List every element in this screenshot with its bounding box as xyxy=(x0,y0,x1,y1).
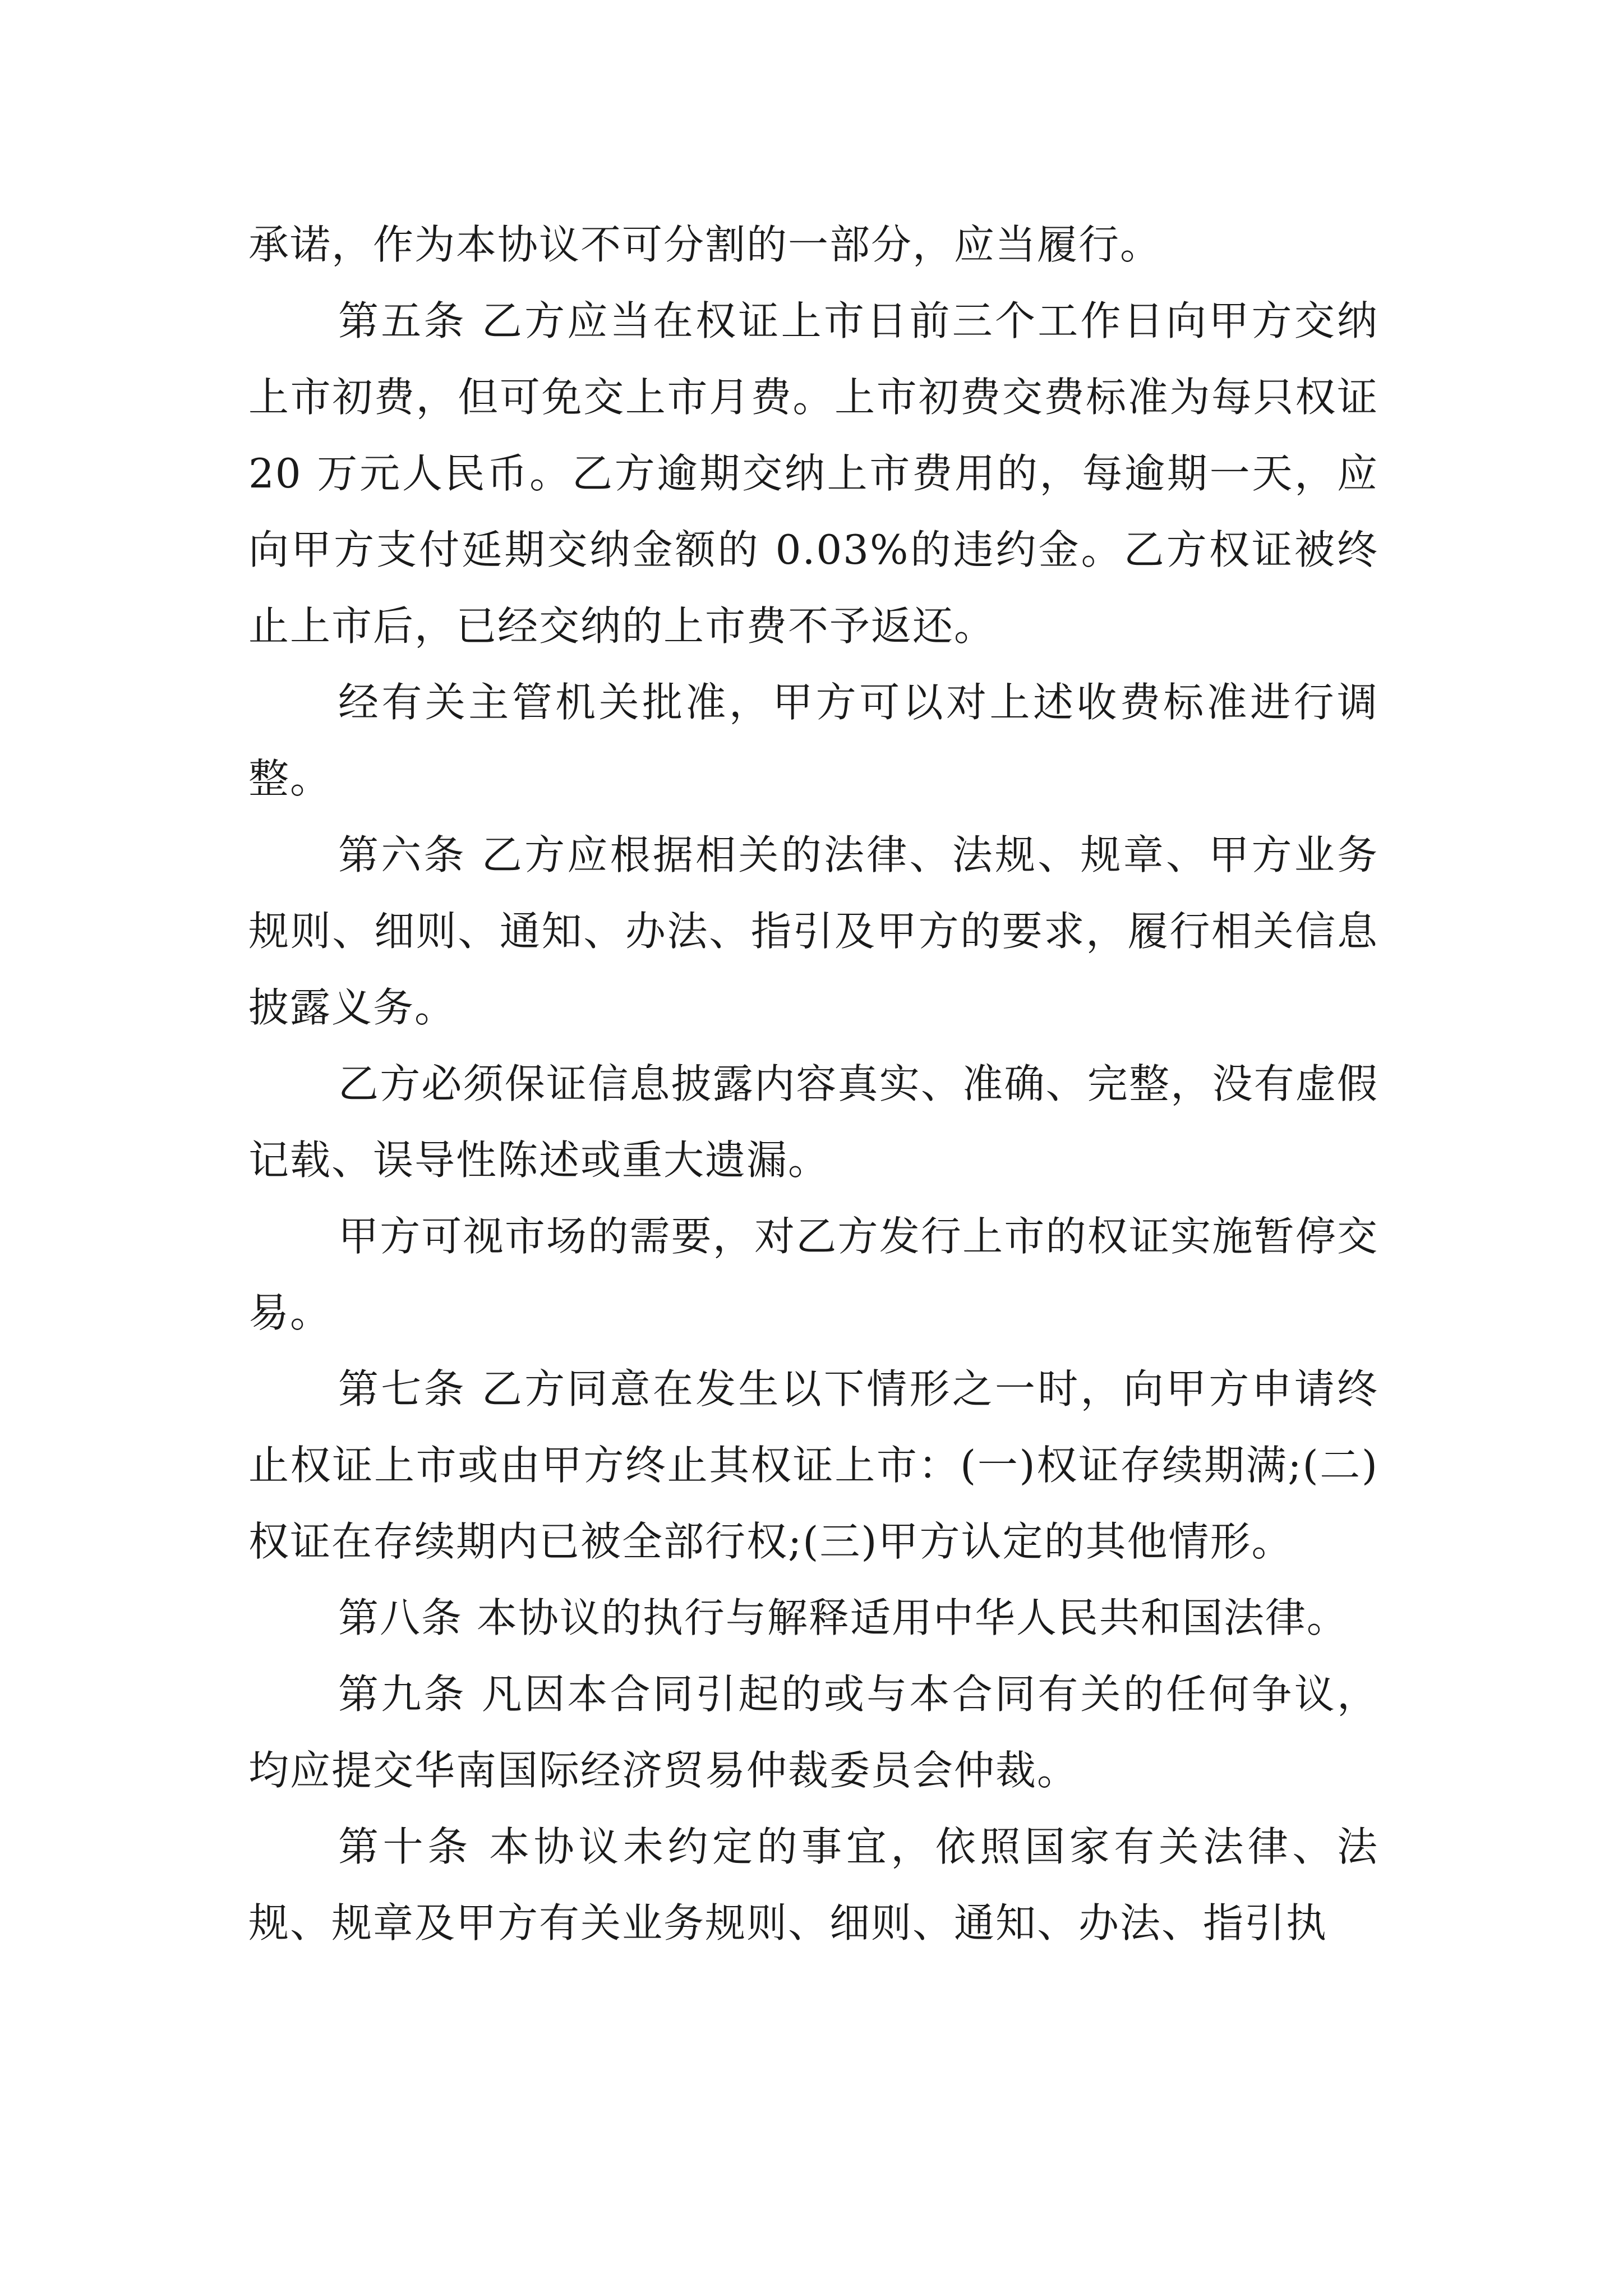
paragraph-fee-adjustment: 经有关主管机关批准，甲方可以对上述收费标准进行调整。 xyxy=(248,679,1378,802)
paragraph-1: 承诺，作为本协议不可分割的一部分，应当履行。 xyxy=(248,221,1162,268)
paragraph-article-9: 第九条 凡因本合同引起的或与本合同有关的任何争议，均应提交华南国际经济贸易仲裁委员会仲裁。 xyxy=(248,1671,1378,1794)
document-body xyxy=(248,206,1378,1961)
paragraph-article-7: 第七条 乙方同意在发生以下情形之一时，向甲方申请终止权证上市或由甲方终止其权证上市：(一)权证存续期满;(二)权证在存续期内已被全部行权;(三)甲方认定的其他情形。 xyxy=(248,1365,1378,1565)
paragraph-trading-suspension: 甲方可视市场的需要，对乙方发行上市的权证实施暂停交易。 xyxy=(248,1213,1378,1336)
paragraph-article-6: 第六条 乙方应根据相关的法律、法规、规章、甲方业务规则、细则、通知、办法、指引及甲方的要求，履行相关信息披露义务。 xyxy=(248,831,1378,1031)
paragraph-article-5: 第五条 乙方应当在权证上市日前三个工作日向甲方交纳上市初费，但可免交上市月费。上市初费交费标准为每只权证 20 万元人民币。乙方逾期交纳上市费用的，每逾期一天，应向甲方支付延期交纳金额的 0.03%的违约金。乙方权证被终止上市后，已经交纳的上市费不予返还。 xyxy=(248,297,1378,650)
paragraph-article-10: 第十条 本协议未约定的事宜，依照国家有关法律、法规、规章及甲方有关业务规则、细则、通知、办法、指引执 xyxy=(248,1823,1378,1947)
paragraph-article-8: 第八条 本协议的执行与解释适用中华人民共和国法律。 xyxy=(338,1594,1348,1641)
paragraph-disclosure-accuracy: 乙方必须保证信息披露内容真实、准确、完整，没有虚假记载、误导性陈述或重大遗漏。 xyxy=(248,1060,1378,1184)
